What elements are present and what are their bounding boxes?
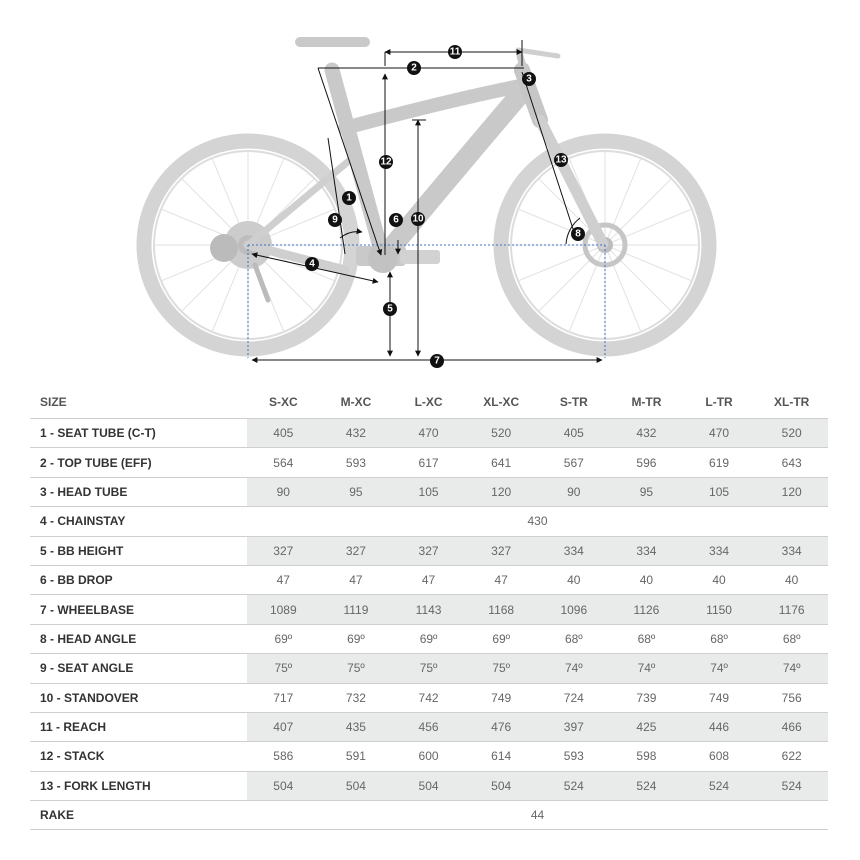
table-cell: 334 [610, 536, 683, 565]
table-cell: 68º [755, 624, 828, 653]
table-cell: 608 [683, 742, 756, 771]
table-cell: 600 [392, 742, 465, 771]
table-cell: 95 [610, 477, 683, 506]
table-cell-all-sizes: 44 [247, 801, 828, 830]
table-cell: 47 [247, 565, 320, 594]
table-cell: 622 [755, 742, 828, 771]
table-cell: 1089 [247, 595, 320, 624]
table-cell: 334 [755, 536, 828, 565]
row-label: RAKE [30, 801, 247, 830]
svg-text:12: 12 [380, 156, 392, 168]
size-column-header: M-XC [320, 385, 393, 419]
marker-9 [328, 213, 342, 227]
table-cell: 1176 [755, 595, 828, 624]
marker-5 [383, 302, 397, 316]
size-column-header: L-XC [392, 385, 465, 419]
row-label: 1 - SEAT TUBE (C-T) [30, 419, 247, 448]
table-cell: 749 [465, 683, 538, 712]
table-cell: 435 [320, 712, 393, 741]
table-cell: 75º [465, 654, 538, 683]
table-cell: 1096 [538, 595, 611, 624]
table-cell: 74º [755, 654, 828, 683]
table-cell: 69º [465, 624, 538, 653]
table-row [30, 448, 828, 477]
table-cell: 120 [465, 477, 538, 506]
geometry-table-body [30, 419, 828, 830]
table-cell: 1150 [683, 595, 756, 624]
table-cell: 591 [320, 742, 393, 771]
svg-text:9: 9 [332, 214, 338, 226]
bike-illustration [0, 0, 860, 380]
table-cell: 724 [538, 683, 611, 712]
size-column-header: M-TR [610, 385, 683, 419]
table-row [30, 742, 828, 771]
table-cell: 75º [392, 654, 465, 683]
size-column-header: XL-XC [465, 385, 538, 419]
table-row [30, 683, 828, 712]
row-label: 12 - STACK [30, 742, 247, 771]
table-cell: 470 [683, 419, 756, 448]
table-row [30, 477, 828, 506]
svg-text:3: 3 [526, 73, 532, 85]
table-cell: 105 [392, 477, 465, 506]
marker-3 [522, 72, 536, 86]
svg-text:4: 4 [309, 258, 315, 270]
marker-11 [448, 45, 462, 59]
svg-text:11: 11 [449, 46, 461, 58]
table-cell: 598 [610, 742, 683, 771]
marker-12 [379, 155, 393, 169]
table-cell: 593 [538, 742, 611, 771]
svg-text:1: 1 [346, 192, 352, 204]
table-row [30, 595, 828, 624]
svg-text:7: 7 [434, 355, 440, 367]
table-cell: 74º [610, 654, 683, 683]
table-cell: 90 [247, 477, 320, 506]
table-cell: 327 [465, 536, 538, 565]
marker-10 [411, 212, 425, 226]
table-cell: 1143 [392, 595, 465, 624]
table-cell: 524 [538, 771, 611, 800]
table-cell: 717 [247, 683, 320, 712]
table-cell: 586 [247, 742, 320, 771]
table-cell: 397 [538, 712, 611, 741]
table-cell: 74º [683, 654, 756, 683]
svg-text:13: 13 [555, 154, 567, 166]
table-cell: 120 [755, 477, 828, 506]
table-cell: 756 [755, 683, 828, 712]
table-cell: 40 [538, 565, 611, 594]
table-cell: 75º [320, 654, 393, 683]
marker-13 [554, 153, 568, 167]
table-cell: 749 [683, 683, 756, 712]
row-label: 9 - SEAT ANGLE [30, 654, 247, 683]
table-cell: 90 [538, 477, 611, 506]
table-cell: 40 [683, 565, 756, 594]
table-cell: 105 [683, 477, 756, 506]
table-cell: 520 [465, 419, 538, 448]
table-cell: 405 [247, 419, 320, 448]
row-label: 8 - HEAD ANGLE [30, 624, 247, 653]
size-column-header: S-XC [247, 385, 320, 419]
svg-text:10: 10 [412, 213, 424, 225]
marker-1 [342, 191, 356, 205]
table-cell: 432 [610, 419, 683, 448]
table-cell: 520 [755, 419, 828, 448]
table-row [30, 771, 828, 800]
table-row [30, 654, 828, 683]
table-cell: 641 [465, 448, 538, 477]
table-cell: 69º [247, 624, 320, 653]
table-cell: 69º [320, 624, 393, 653]
table-row [30, 507, 828, 536]
table-cell: 68º [683, 624, 756, 653]
table-cell: 40 [610, 565, 683, 594]
table-cell: 739 [610, 683, 683, 712]
row-label: 5 - BB HEIGHT [30, 536, 247, 565]
row-label: 2 - TOP TUBE (EFF) [30, 448, 247, 477]
table-cell: 593 [320, 448, 393, 477]
table-cell: 504 [465, 771, 538, 800]
table-cell: 564 [247, 448, 320, 477]
size-column-header: XL-TR [755, 385, 828, 419]
marker-8 [571, 227, 585, 241]
row-label: 6 - BB DROP [30, 565, 247, 594]
row-label: 13 - FORK LENGTH [30, 771, 247, 800]
table-cell: 524 [755, 771, 828, 800]
geometry-table-header [30, 385, 828, 419]
table-cell: 1126 [610, 595, 683, 624]
table-cell: 504 [247, 771, 320, 800]
table-row [30, 801, 828, 830]
svg-text:2: 2 [411, 62, 417, 74]
svg-text:6: 6 [393, 214, 399, 226]
table-cell: 466 [755, 712, 828, 741]
header-row [30, 385, 828, 419]
row-label: 11 - REACH [30, 712, 247, 741]
table-row [30, 624, 828, 653]
table-cell: 407 [247, 712, 320, 741]
table-cell: 95 [320, 477, 393, 506]
table-cell: 524 [610, 771, 683, 800]
geometry-table [30, 385, 828, 830]
row-label: 3 - HEAD TUBE [30, 477, 247, 506]
table-cell: 334 [683, 536, 756, 565]
svg-text:5: 5 [387, 303, 393, 315]
table-cell: 504 [392, 771, 465, 800]
size-column-header: S-TR [538, 385, 611, 419]
table-cell: 619 [683, 448, 756, 477]
table-cell: 68º [538, 624, 611, 653]
bike-frame [210, 42, 603, 300]
table-cell: 47 [465, 565, 538, 594]
table-cell: 425 [610, 712, 683, 741]
table-cell: 327 [320, 536, 393, 565]
table-cell: 47 [392, 565, 465, 594]
table-cell: 643 [755, 448, 828, 477]
row-label: 7 - WHEELBASE [30, 595, 247, 624]
table-cell: 470 [392, 419, 465, 448]
table-cell: 327 [247, 536, 320, 565]
table-cell: 504 [320, 771, 393, 800]
table-cell: 47 [320, 565, 393, 594]
table-cell: 40 [755, 565, 828, 594]
table-cell: 567 [538, 448, 611, 477]
table-cell: 732 [320, 683, 393, 712]
table-row [30, 536, 828, 565]
svg-text:8: 8 [575, 228, 581, 240]
table-cell: 1168 [465, 595, 538, 624]
table-cell: 614 [465, 742, 538, 771]
marker-2 [407, 61, 421, 75]
row-label: 4 - CHAINSTAY [30, 507, 247, 536]
table-cell: 432 [320, 419, 393, 448]
table-cell: 327 [392, 536, 465, 565]
bike-geometry-diagram [0, 0, 860, 380]
marker-7 [430, 354, 444, 368]
table-cell: 742 [392, 683, 465, 712]
table-cell: 1119 [320, 595, 393, 624]
table-cell: 334 [538, 536, 611, 565]
marker-6 [389, 213, 403, 227]
table-cell: 446 [683, 712, 756, 741]
row-label: 10 - STANDOVER [30, 683, 247, 712]
table-row [30, 712, 828, 741]
table-cell: 405 [538, 419, 611, 448]
table-cell: 524 [683, 771, 756, 800]
table-cell: 456 [392, 712, 465, 741]
marker-4 [305, 257, 319, 271]
table-cell: 75º [247, 654, 320, 683]
size-header: SIZE [30, 385, 247, 419]
table-cell-all-sizes: 430 [247, 507, 828, 536]
table-row [30, 565, 828, 594]
table-cell: 617 [392, 448, 465, 477]
table-row [30, 419, 828, 448]
size-column-header: L-TR [683, 385, 756, 419]
table-cell: 69º [392, 624, 465, 653]
table-cell: 68º [610, 624, 683, 653]
table-cell: 74º [538, 654, 611, 683]
table-cell: 596 [610, 448, 683, 477]
table-cell: 476 [465, 712, 538, 741]
